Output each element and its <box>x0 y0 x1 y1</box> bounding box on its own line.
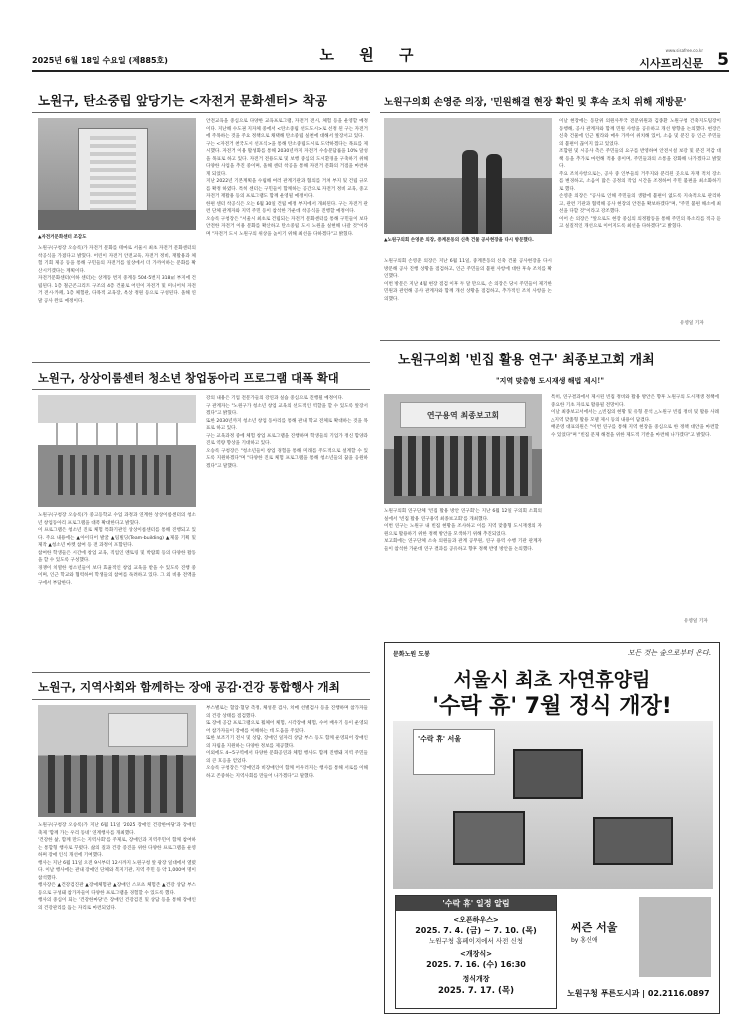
paragraph: 이 프로그램은 청소년 진로 체험 특화기관인 상상이룸센터를 통해 진행되고 있다. 주요 내용에는 ▲아이디어 발굴 ▲팀빌딩(Team-building) ▲제품 기획 및 제작 ▲청소년 마켓 참여 등 전 과정이 포함된다. <box>38 528 196 548</box>
ad-open-place: 노원구청 홈페이지에서 사전 신청 <box>428 937 524 945</box>
ad-side-title: 씨즌 서울 <box>571 921 618 934</box>
startup-club-photo <box>38 395 196 507</box>
article4-byline: 유영일 기자 <box>684 619 708 624</box>
paper-url: www.sisafree.co.kr <box>665 48 703 53</box>
article2-body-col1 <box>384 258 552 336</box>
article4-subtitle: "지역 맞춤형 도시재생 해법 제시!" <box>495 376 605 385</box>
paragraph: 오승록 구청장은 "서울시 최초로 건립되는 자전거 문화센터를 통해 구민들이 보다 안전한 자전거 이용 문화를 확산하고 탄소중립 도시 노원을 실현해 나갈 것"이라며 "자전거 도시 노원구의 위상을 높이기 위해 최선을 다하겠다"고 밝혔다. <box>206 216 368 237</box>
paragraph: 안전교육을 중심으로 다양한 교육프로그램, 자전거 전시, 체험 등을 운영할 예정이다. 지난해 수도권 지자체 중에서 <탄소중립 선도도시>로 선정 된 구는 자전거에 주목하는 것을 주요 정책으로 채택해 탄소중립 실천에 대해서 앞장서고 있다. <box>206 119 368 139</box>
article5-title: 노원구, 지역사회와 함께하는 장애 공감·건강 통합행사 개최 <box>38 680 340 694</box>
paragraph: 보고회에는 연구단체 소속 의원들과 관계 공무원, 연구 용역 수행 기관 관계자들이 참석한 가운데 연구 결과를 공유하고 향후 정책 반영 방안을 논의했다. <box>384 539 542 552</box>
ad-headline2: '수락 휴' 7월 정식 개장! <box>432 694 672 719</box>
paragraph: 이어 손 의장은 "앞으로도 현장 중심의 의정활동을 통해 주민의 목소리를 적극 듣고 실질적인 개선으로 이어지도록 최선을 다하겠다"고 밝혔다. <box>559 216 721 229</box>
ad-footer: 노원구청 푸른도시과 | 02.2116.0897 <box>567 989 710 998</box>
divider <box>32 362 370 363</box>
paragraph: 오승록 구청장은 "장애인과 비장애인이 함께 어우러지는 행사를 통해 서로를 이해하고 존중하는 지역사회를 만들어 나가겠다"고 말했다. <box>206 766 368 779</box>
council-visit-photo <box>384 118 552 234</box>
ad-headline1: 서울시 최초 자연휴양림 <box>453 669 651 691</box>
meeting-banner: 연구용역 최종보고회 <box>400 402 526 428</box>
paragraph: 한편 센터 착공식은 오는 6월 30일 건립 예정 부지에서 개최된다. 구는 자전거 관련 단체 관계자와 지역 주민 등이 참석한 가운데 착공식을 진행할 예정이다. <box>206 201 368 214</box>
paragraph: 구 관계자는 "노원구가 청소년 창업 교육의 선도적인 역할을 할 수 있도록 앞장서겠다"고 밝혔다. <box>206 403 368 416</box>
article4-title: 노원구의회 '빈집 활용 연구' 최종보고회 개최 <box>398 353 655 368</box>
divider <box>32 389 370 390</box>
paragraph: 구는 <자전거 천국도시 선포식>을 통해 탄소중립도시로 도약하겠다는 목표를 제시했다. 자전거 이용 활성화를 통해 2030년까지 자전거 수송분담률을 10% 달성을 목표로 하고 있다. 자전거 전용도로 및 보행 중심의 도시환경을 구축하기 위해 다양한 사업을 추진 중이며, 올해 센터 착공을 통해 자전거 문화의 거점을 마련하게 되었다. <box>206 141 368 177</box>
paragraph: 이날 현장에는 동단위 의원사무국 전문위원과 김종환 노원구청 건축지도팀장이 동행해, 공사 관계자와 함께 민원 사항을 공유하고 개선 방향을 논의했다. 현장은 신축 건물에 인근 빌라와 매우 가까이 위치해 있어, 소음 및 분진 등 인근 주민들의 불편이 끊이지 않고 있었다. <box>559 119 721 147</box>
suraktyu-advertisement <box>384 642 720 1014</box>
divider <box>380 340 720 341</box>
ad-schedule-title: '수락 휴' 일정 알림 <box>396 896 556 911</box>
ad-info-card <box>413 729 495 775</box>
article2-title: 노원구의회 손영준 의장, '민원해결 현장 확인 및 후속 조치 위해 재방문' <box>384 97 687 108</box>
article3-title: 노원구, 상상이룸센터 청소년 창업동아리 프로그램 대폭 확대 <box>38 372 339 385</box>
paragraph: 부스별로는 혈압·혈당 측정, 체성분 검사, 치매 선별검사 등을 진행하며 참가자들의 건강 상태를 점검했다. <box>206 706 368 719</box>
paragraph: 이번 연구는 노원구 내 빈집 현황을 조사하고 이를 지역 맞춤형 도시재생의 자원으로 활용하기 위한 정책 방안을 모색하기 위해 추진되었다. <box>384 524 542 537</box>
paragraph: 행사는 지난 6월 11일 오전 9시부터 12시까지 노원구청 앞 광장 일대에서 열렸다. 이날 행사에는 관내 장애인 단체와 복지기관, 지역 주민 등 약 1,000여 명이 참석했다. <box>38 860 196 881</box>
article2-body-col2 <box>559 118 721 316</box>
paragraph: '건강한 삶, 함께 만드는 지역사회'를 주제로, 장애인과 지역주민이 함께 참여하는 통합형 행사로 꾸렸다. 삶의 질과 건강 증진을 위한 다양한 프로그램을 운영하며 장애 인식 개선에 기여했다. <box>38 838 196 858</box>
header-rule <box>32 70 729 72</box>
ad-schedule-box <box>395 895 557 1009</box>
article1-body-col1 <box>38 245 196 305</box>
ad-open-date: 2025. 7. 4. (금) ~ 7. 10. (목) <box>415 926 537 935</box>
paragraph: 주요 조치사항으로는, 공사 중 인부들의 거주지와 분리된 곳으로 자재 적치 장소를 변경하고, 소음이 많은 공정의 작업 시간을 조정하여 주민 불편을 최소화하기로 했다. <box>559 171 721 192</box>
article3-body-col2 <box>206 395 368 653</box>
ad-prev-date: 2025. 7. 16. (수) 16:30 <box>426 960 526 969</box>
paragraph: 행사의 중심이 되는 '건강한마당'은 장애인 건강검진 및 상담 등을 통해 장애인의 건강관리를 돕는 자리로 마련되었다. <box>38 898 196 911</box>
paragraph: 또한 보조기기 전시 및 상담, 장애인 일자리 상담 부스 등도 함께 운영되어 장애인의 자립을 지원하는 다양한 정보를 제공했다. <box>206 736 368 749</box>
article1-caption: ▲자전거문화센터 조감도 <box>38 235 87 240</box>
ad-prev-label: <개장식> <box>459 950 493 958</box>
article1-title: 노원구, 탄소중립 앞당기는 <자전거 문화센터> 착공 <box>38 93 327 108</box>
ad-side-sub: by 홍신애 <box>571 937 598 944</box>
paragraph: 이번 방문은 지난 4월 현장 점검 이후 두 달 만으로, 손 의장은 당시 주민들이 제기한 민원과 관련해 공사 관계자와 함께 개선 상황을 점검하고, 추가적인 조치 사항을 논의했다. <box>384 281 552 302</box>
paragraph: 배준영 대표의원은 "이번 연구를 통해 지역 현장을 중심으로 한 정책 대안을 마련할 수 있었다"며 "빈집 문제 해결을 위한 제도적 기반을 마련해 나가겠다"고 밝혔다. <box>551 425 719 438</box>
divider <box>32 112 370 113</box>
disability-event-photo <box>38 705 196 817</box>
treehouse-image <box>393 721 713 889</box>
paragraph: 이날 최종보고서에서는 △빈집의 현황 및 유형 분석 △노원구 빈집 정비 및 활용 사례 △지역 맞춤형 활용 모델 제시 등의 내용이 담겼다. <box>551 410 719 423</box>
paragraph: 또 장애 공감 프로그램으로 휠체어 체험, 시각장애 체험, 수어 배우기 등이 운영되어 참가자들이 장애를 이해하는 데 도움을 주었다. <box>206 721 368 734</box>
article2-caption: ▲노원구의회 손영준 의장, 중계본동의 신축 건물 공사현장을 다시 방문했다. <box>384 238 534 243</box>
divider <box>32 672 370 673</box>
paragraph: 경쟁이 치열한 청소년들이 보다 효율적인 창업 교육을 받을 수 있도록 진행 중이며, 인근 학교와 협력하여 학생들의 참여를 독려하고 있다. 그 외 비용 전액을 구에서 부담한다. <box>38 565 196 586</box>
paragraph: 손영준 의장은 "공사로 인해 주민들의 생활에 불편이 없도록 지속적으로 관리하고, 관련 기관과 협력해 공사 현장의 안전을 확보하겠다"며, "주민 불편 해소에 최선을 다할 것"이라고 강조했다. <box>559 194 721 214</box>
ad-formal-date: 2025. 7. 17. (목) <box>438 986 514 996</box>
paragraph: 강의 내용은 기업 전문가들의 강연과 실습 중심으로 진행될 예정이다. <box>206 396 344 401</box>
paragraph: 지난 2022년 기본계획을 수립해 여러 관계기관과 협의를 거쳐 부지 및 건립 규모를 확정 하였다. 특히 센터는 구민들이 함께하는 공간으로 자전거 정비 교육, 중고자전거 재활용 등의 프로그램도 함께 운영될 예정이다. <box>206 179 368 199</box>
issue-date: 2025년 6월 18일 수요일 (제885호) <box>32 56 168 65</box>
paragraph: 노원구(구청장 오승록)가 자전거 문화를 테마로 서울시 최초 자전거 문화센터의 착공식을 가졌다고 밝혔다. 어린이 자전거 안전교육, 자전거 정비, 재활용과 체험 기회 제공 등을 통해 구민들의 자전거를 일상에서 더 가까이하는 문화를 확산시키겠다는 계획이다. <box>38 246 196 274</box>
section-title: 노 원 구 <box>319 46 424 64</box>
ad-tag: '수락 휴' 서울 <box>418 735 461 743</box>
article5-body-col1 <box>38 822 196 1020</box>
paper-name: 시사프리신문 <box>639 57 703 70</box>
article3-body-col1 <box>38 512 196 630</box>
paragraph: 노원구(구청장 오승록)가 지난 6월 11일 '2025 장애인 건강한마당'과 장애인 축제 '함께 가는 우리 동네' 연계행사를 개최했다. <box>38 823 196 836</box>
paragraph: 이외에도 4~5구역에서 다양한 문화공연과 체험 행사도 함께 진행돼 지역 주민들의 큰 호응을 얻었다. <box>206 751 368 764</box>
article5-body-col2 <box>206 705 368 1021</box>
paragraph: 오승록 구청장은 "청소년들이 창업 경험을 통해 미래를 주도적으로 설계할 수 있도록 지원하겠다"며 "다양한 진로 체험 프로그램을 통해 청소년들의 꿈을 응원하겠다"고 말했다. <box>206 448 368 469</box>
paragraph: 참여한 학생들은 시간에 창업 교육, 직업인 멘토링 및 박람회 등의 다양한 활동을 할 수 있도록 구성했다. <box>38 550 196 563</box>
article2-byline: 유영일 기자 <box>680 321 704 326</box>
article4-body-col1 <box>384 508 542 616</box>
report-meeting-photo <box>384 394 542 504</box>
article1-body-col2 <box>206 118 368 356</box>
page-number: 5 <box>717 50 729 70</box>
ad-open-label: <오픈하우스> <box>453 916 499 924</box>
article4-body-col2 <box>551 394 719 554</box>
paragraph: 노원구의회 연구단체 '빈집 활용 방안 연구회'는 지난 6월 12일 구의회 소회의실에서 '빈집 활용 연구용역 최종보고회'를 개최했다. <box>384 509 542 522</box>
divider <box>380 112 720 113</box>
bicycle-center-rendering <box>38 118 196 230</box>
ad-logo: 문화노원 도봉 <box>393 651 430 658</box>
paragraph: 조합원 및 시공사 측은 주민들의 요구를 반영하여 안전시설 보강 및 분진 저감 대책 등을 추가로 마련해 적용 중이며, 주민들과의 소통을 강화해 나가겠다고 밝혔다. <box>559 149 721 169</box>
paragraph: 노원구의회 손영준 의장은 지난 6월 11일, 중계본동의 신축 건물 공사현장을 다시 방문해 공사 진행 상황을 점검하고, 인근 주민들의 불편 사항에 대한 후속 조치를 확인했다. <box>384 259 552 279</box>
ad-side-panel <box>567 897 711 977</box>
paragraph: 구는 교육과정 중에 체험 창업 프로그램을 진행하며 학생들의 기업가 정신 함양과 진로 역량 향상을 기대하고 있다. <box>206 433 368 446</box>
divider <box>32 699 370 700</box>
paragraph: 자전거문화센터(이하 센터)는 상계동 번지 중계동 504-5번지 318㎡ 부지에 건립된다. 1층 철근콘크리트 구조의 4층 건물로 어린이 자전거 및 미니어처 자전거 전시·카페, 1층 체험관, 다목적 교육장, 옥상 정원 등으로 구성된다. 올해 연말 공사 완료 예정이다. <box>38 276 196 304</box>
ad-slogan: 모든 것는 숲으로부터 온다. <box>627 649 711 657</box>
ad-formal-label: 정식개장 <box>462 975 490 983</box>
paragraph: 행사장은 ▲건강검진관 ▲장애체험관 ▲장애인 스포츠 체험존 ▲건강 상담 부스 등으로 구성돼 참가자들이 다양한 프로그램을 경험할 수 있도록 했다. <box>38 883 196 896</box>
paragraph: 특히, 연구결과에서 제시된 빈집 정비와 활용 방안은 향후 노원구의 도시재생 정책에 중요한 기초 자료로 활용될 전망이다. <box>551 395 719 408</box>
paragraph: 또한 2030년까지 청소년 창업 동아리를 통해 관내 학교 전체로 확대하는 것을 목표로 하고 있다. <box>206 418 368 431</box>
paragraph: 노원구(구청장 오승록)가 중고등학교 수업 과정과 연계한 상상이룸센터의 청소년 창업동아리 프로그램을 대폭 확대한다고 밝혔다. <box>38 513 196 526</box>
